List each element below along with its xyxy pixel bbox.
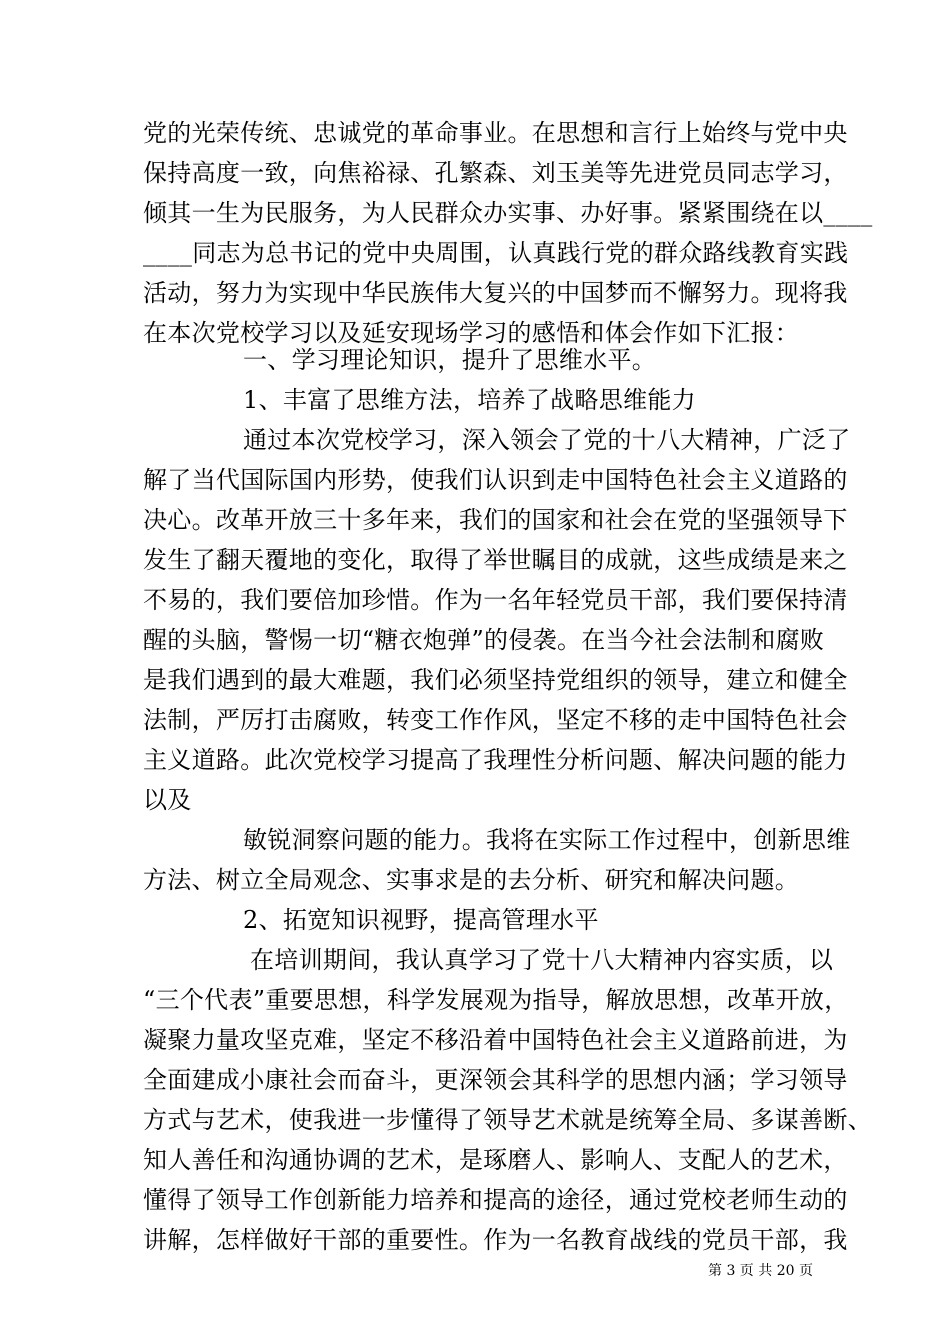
text-line: 醒的头脑，警惕一切“糖衣炮弹”的侵袭。在当今社会法制和腐败 [143,626,825,654]
text-line: 活动，努力为实现中华民族伟大复兴的中国梦而不懈努力。现将我 [143,279,848,307]
text-line: 法制，严厉打击腐败，转变工作作风，坚定不移的走中国特色社会 [143,706,848,734]
text-line: 方法、树立全局观念、实事求是的去分析、研究和解决问题。 [143,866,800,894]
text-line: 全面建成小康社会而奋斗，更深领会其科学的思想内涵；学习领导 [143,1066,848,1094]
paragraph-first-line: 在培训期间，我认真学习了党十八大精神内容实质，以 [250,946,834,974]
paragraph-first-line: 敏锐洞察问题的能力。我将在实际工作过程中，创新思维 [243,826,851,854]
text-line: 讲解，怎样做好干部的重要性。作为一名教育战线的党员干部，我 [143,1226,848,1254]
text-line: 是我们遇到的最大难题，我们必须坚持党组织的领导，建立和健全 [143,666,848,694]
paragraph-first-line: 通过本次党校学习，深入领会了党的十八大精神，广泛了 [243,426,851,454]
text-line: 解了当代国际国内形势，使我们认识到走中国特色社会主义道路的 [143,466,848,494]
text-line: 党的光荣传统、忠诚党的革命事业。在思想和言行上始终与党中央 [143,119,848,147]
text-line: 不易的，我们要倍加珍惜。作为一名年轻党员干部，我们要保持清 [143,586,848,614]
section-heading: 一、学习理论知识，提升了思维水平。 [243,346,657,374]
subsection-heading: 2、拓宽知识视野，提高管理水平 [243,906,599,934]
text-line: 在本次党校学习以及延安现场学习的感悟和体会作如下汇报： [143,319,800,347]
text-line: 凝聚力量攻坚克难，坚定不移沿着中国特色社会主义道路前进，为 [143,1026,848,1054]
page-number: 第 3 页 共 20 页 [708,1263,813,1279]
text-line: 主义道路。此次党校学习提高了我理性分析问题、解决问题的能力 [143,746,848,774]
text-line: 发生了翻天覆地的变化，取得了举世瞩目的成就，这些成绩是来之 [143,546,848,574]
text-line: 方式与艺术，使我进一步懂得了领导艺术就是统筹全局、多谋善断、 [143,1106,872,1134]
text-line: 懂得了领导工作创新能力培养和提高的途径，通过党校老师生动的 [143,1186,848,1214]
text-line: 知人善任和沟通协调的艺术，是琢磨人、影响人、支配人的艺术， [143,1146,848,1174]
text-line: 决心。改革开放三十多年来，我们的国家和社会在党的坚强领导下 [143,506,848,534]
text-line: 以及 [143,786,192,814]
subsection-heading: 1、丰富了思维方法，培养了战略思维能力 [243,386,696,414]
text-line: ____同志为总书记的党中央周围，认真践行党的群众路线教育实践 [143,239,849,267]
text-line: 倾其一生为民服务，为人民群众办实事、办好事。紧紧围绕在以____ [143,199,873,227]
text-line: 保持高度一致，向焦裕禄、孔繁森、刘玉美等先进党员同志学习， [143,159,848,187]
text-line: “三个代表”重要思想，科学发展观为指导，解放思想，改革开放， [143,986,849,1014]
